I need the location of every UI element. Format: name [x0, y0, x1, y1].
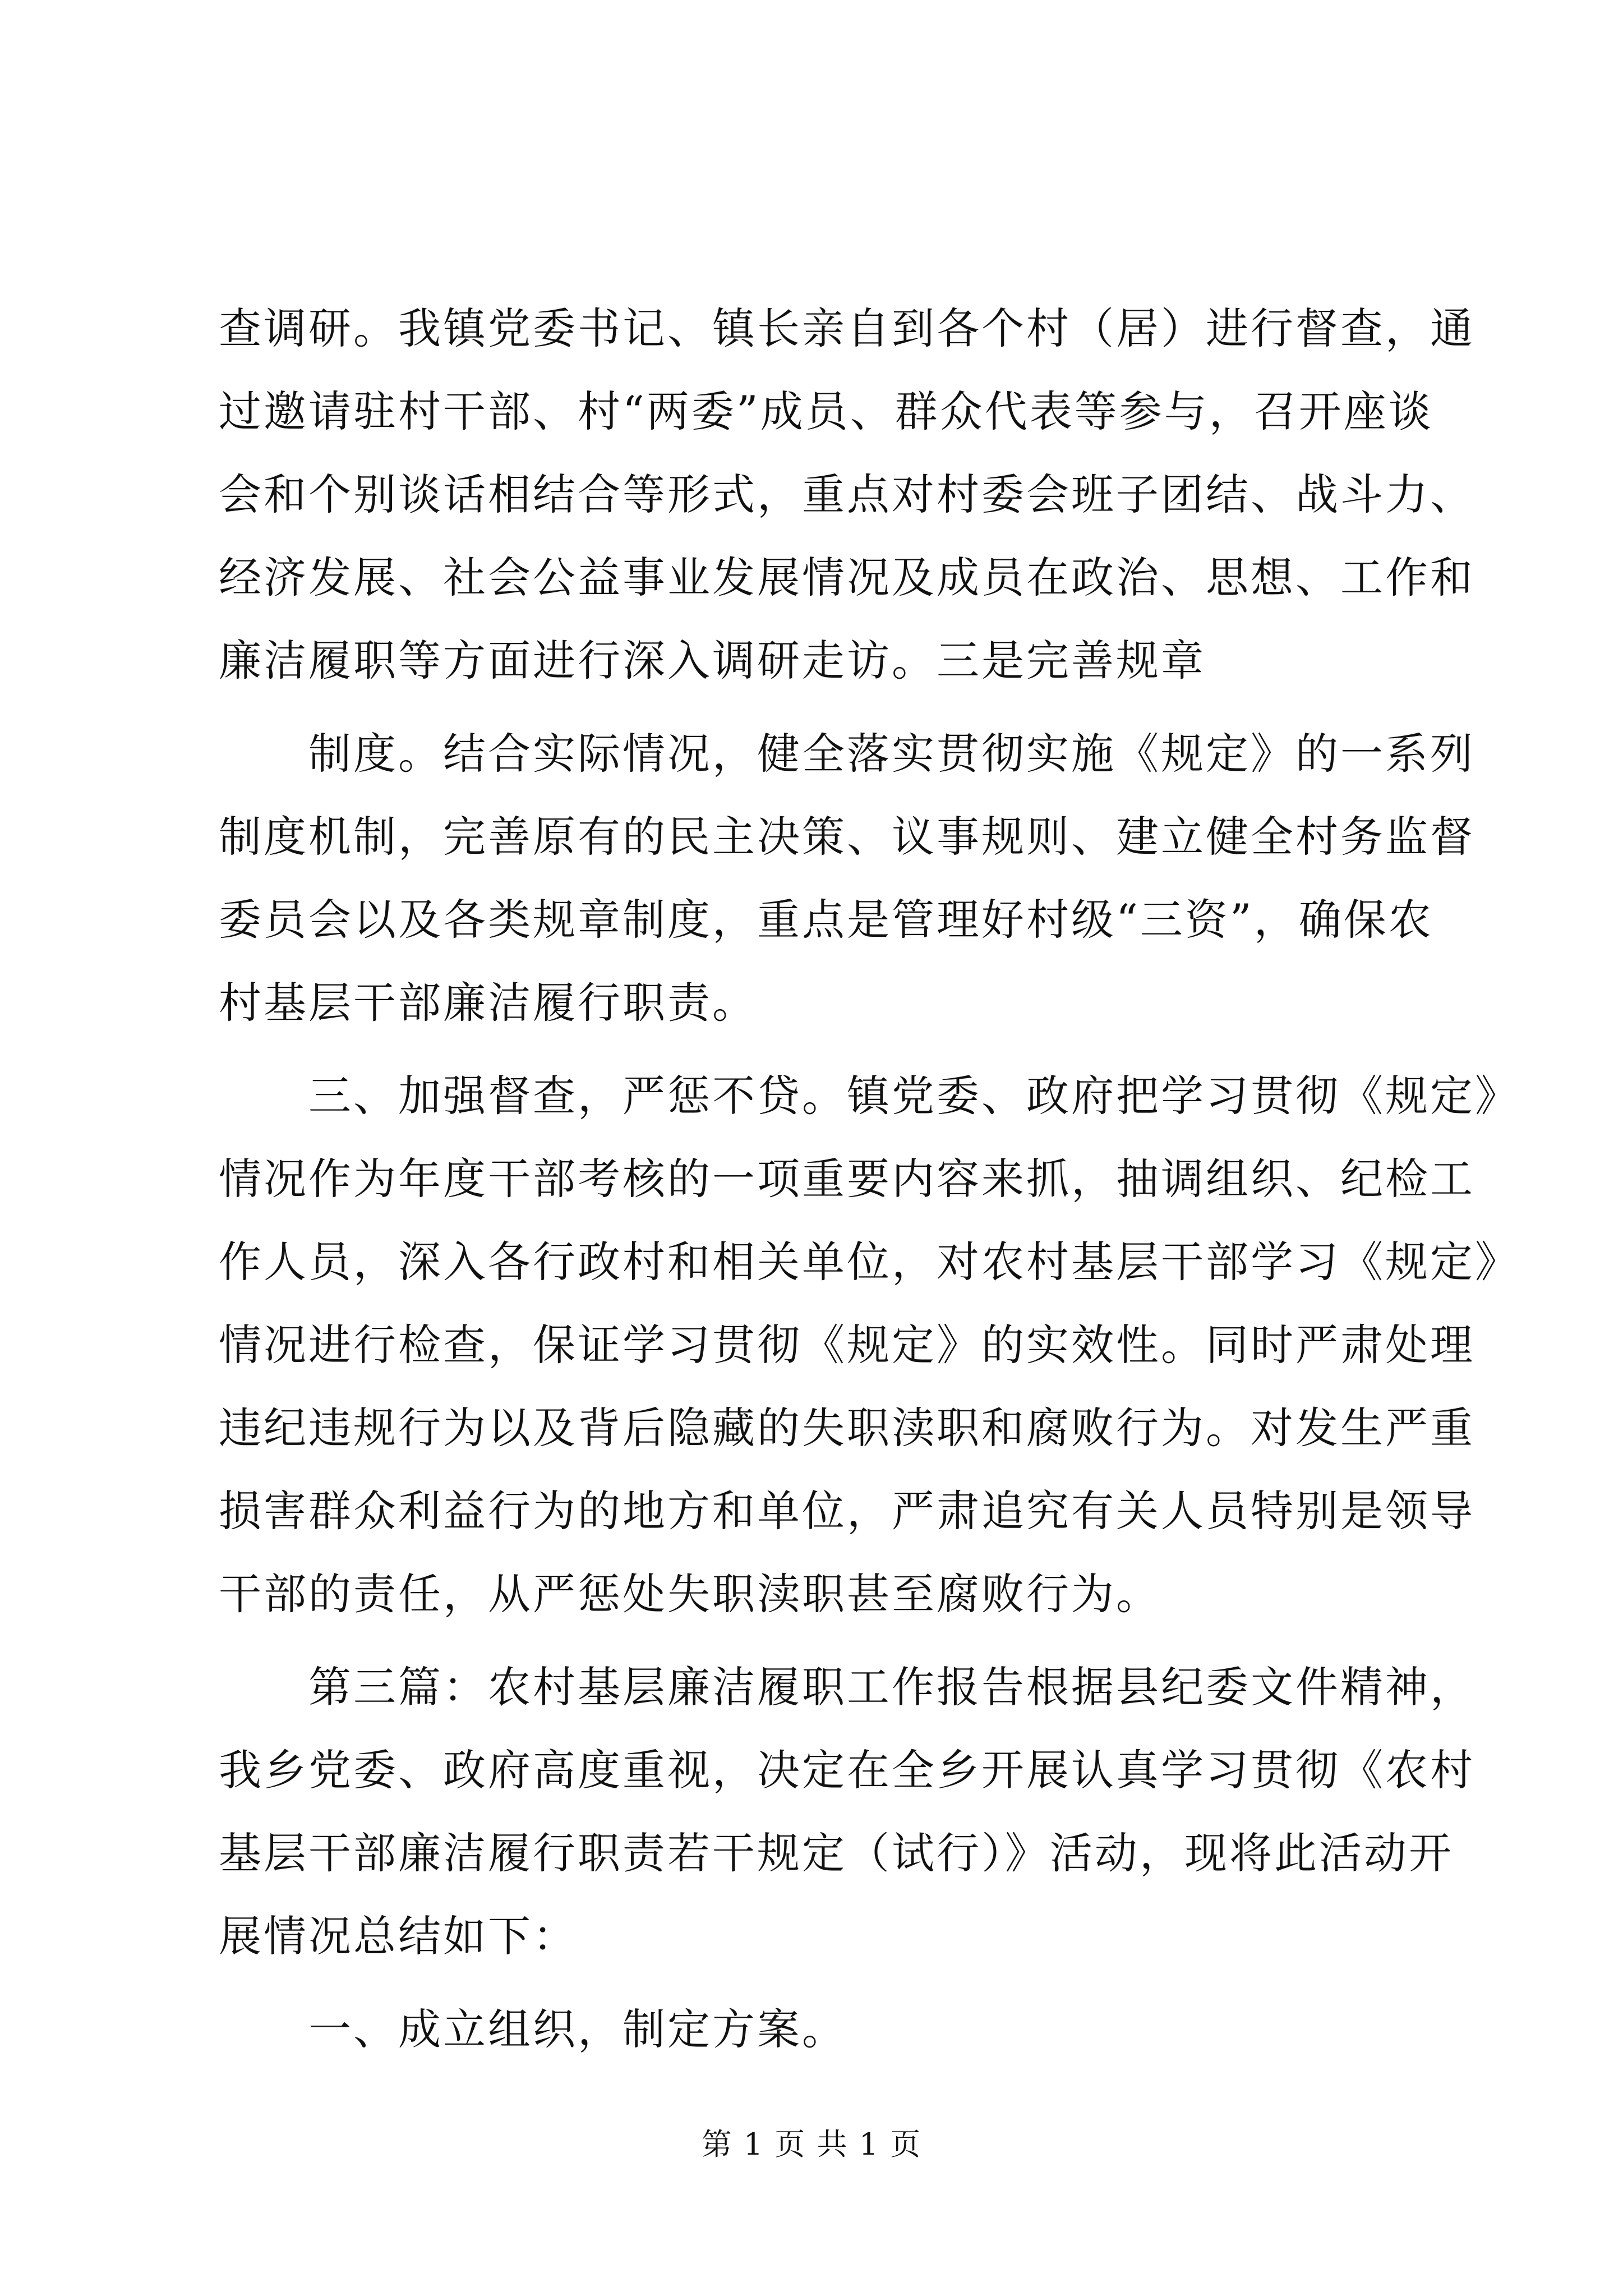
paragraph-start-line: 一、成立组织，制定方案。	[308, 2004, 847, 2054]
text-line: 基层干部廉洁履行职责若干规定（试行）》活动，现将此活动开	[219, 1828, 1454, 1878]
text-line: 情况作为年度干部考核的一项重要内容来抓，抽调组织、纪检工	[219, 1154, 1475, 1204]
text-line: 损害群众利益行为的地方和单位，严肃追究有关人员特别是领导	[219, 1486, 1475, 1536]
text-line: 廉洁履职等方面进行深入调研走访。三是完善规章	[219, 636, 1206, 685]
paragraph-gap	[219, 702, 1419, 712]
text-line: 会和个别谈话相结合等形式，重点对村委会班子团结、战斗力、	[219, 470, 1475, 519]
text-line: 干部的责任，从严惩处失职渎职甚至腐败行为。	[219, 1569, 1161, 1619]
paragraph-gap	[219, 1636, 1419, 1646]
paragraph-start-line: 第三篇：农村基层廉洁履职工作报告根据县纪委文件精神，	[308, 1662, 1475, 1712]
text-line: 展情况总结如下：	[219, 1911, 578, 1961]
paragraph-gap	[219, 1045, 1419, 1055]
text-line: 违纪违规行为以及背后隐藏的失职渎职和腐败行为。对发生严重	[219, 1403, 1475, 1453]
text-line: 委员会以及各类规章制度，重点是管理好村级“三资”，确保农	[219, 895, 1433, 945]
text-line: 我乡党委、政府高度重视，决定在全乡开展认真学习贯彻《农村	[219, 1745, 1475, 1795]
text-line: 经济发展、社会公益事业发展情况及成员在政治、思想、工作和	[219, 553, 1475, 602]
page-number-footer: 第 1 页 共 1 页	[701, 2127, 922, 2162]
paragraph-start-line: 制度。结合实际情况，健全落实贯彻实施《规定》的一系列	[308, 729, 1475, 779]
text-line: 过邀请驻村干部、村“两委”成员、群众代表等参与，召开座谈	[219, 386, 1433, 436]
text-line: 作人员，深入各行政村和相关单位，对农村基层干部学习《规定》	[219, 1237, 1520, 1287]
paragraph-gap	[219, 1978, 1419, 1988]
text-line: 村基层干部廉洁履行职责。	[219, 978, 757, 1028]
paragraph-start-line: 三、加强督查，严惩不贷。镇党委、政府把学习贯彻《规定》	[308, 1071, 1520, 1121]
text-line: 查调研。我镇党委书记、镇长亲自到各个村（居）进行督查，通	[219, 303, 1475, 353]
text-line: 制度机制，完善原有的民主决策、议事规则、建立健全村务监督	[219, 812, 1475, 862]
text-line: 情况进行检查，保证学习贯彻《规定》的实效性。同时严肃处理	[219, 1320, 1475, 1370]
document-body	[219, 287, 1520, 2071]
